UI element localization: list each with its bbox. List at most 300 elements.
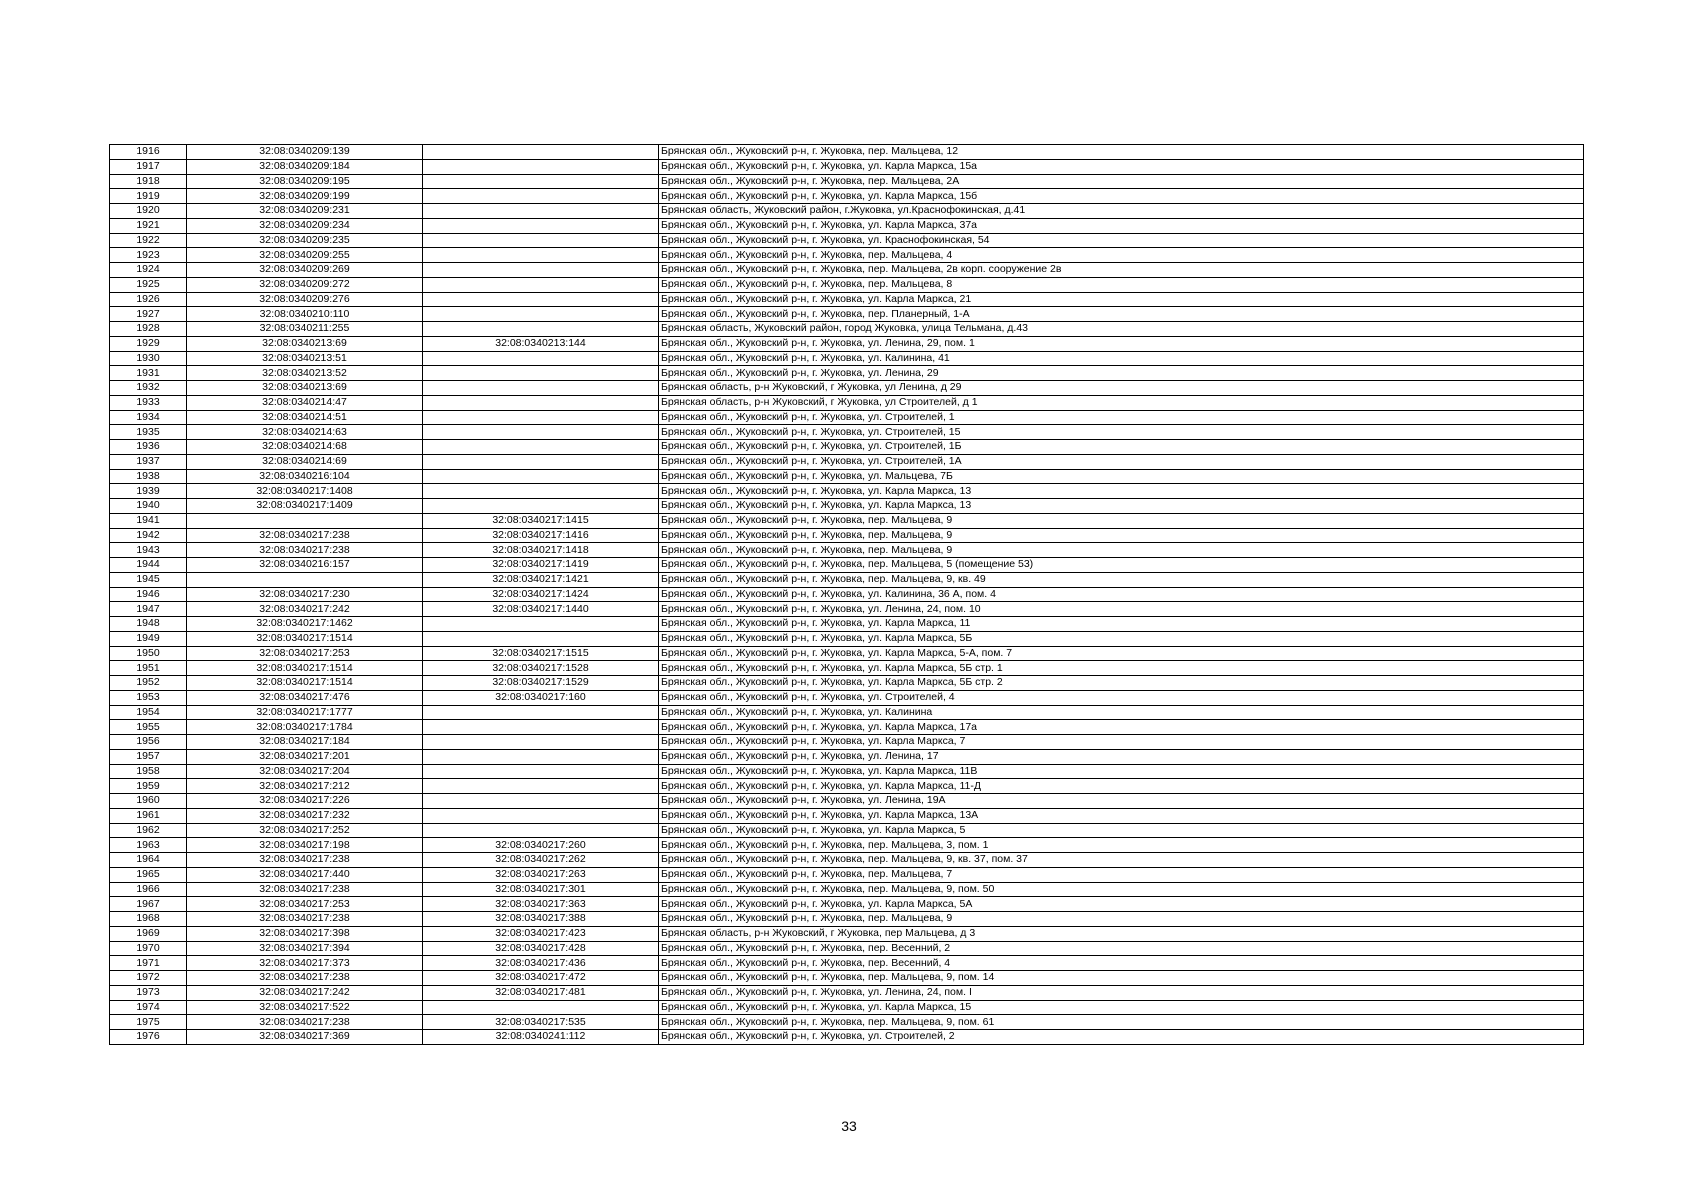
- row-number-cell: 1931: [110, 366, 187, 381]
- related-cadastral-number-cell: 32:08:0340217:301: [423, 882, 659, 897]
- related-cadastral-number-cell: [423, 410, 659, 425]
- related-cadastral-number-cell: [423, 292, 659, 307]
- table-row: [110, 882, 1584, 897]
- table-row: [110, 646, 1584, 661]
- address-cell: Брянская область, Жуковский район, г.Жуковка, ул.Краснофокинская, д.41: [659, 204, 1584, 219]
- cadastral-number-cell: 32:08:0340217:476: [187, 690, 423, 705]
- row-number-cell: 1970: [110, 941, 187, 956]
- registry-table-body: [110, 145, 1584, 1045]
- table-row: [110, 499, 1584, 514]
- related-cadastral-number-cell: 32:08:0340217:423: [423, 926, 659, 941]
- row-number-cell: 1941: [110, 513, 187, 528]
- row-number-cell: 1962: [110, 823, 187, 838]
- row-number-cell: 1916: [110, 145, 187, 160]
- row-number-cell: 1951: [110, 661, 187, 676]
- table-row: [110, 322, 1584, 337]
- cadastral-number-cell: 32:08:0340217:1409: [187, 499, 423, 514]
- cadastral-number-cell: 32:08:0340211:255: [187, 322, 423, 337]
- related-cadastral-number-cell: [423, 307, 659, 322]
- related-cadastral-number-cell: 32:08:0340217:535: [423, 1015, 659, 1030]
- cadastral-number-cell: 32:08:0340214:63: [187, 425, 423, 440]
- related-cadastral-number-cell: 32:08:0340217:1424: [423, 587, 659, 602]
- address-cell: Брянская обл., Жуковский р-н, г. Жуковка, пер. Мальцева, 5 (помещение 53): [659, 558, 1584, 573]
- related-cadastral-number-cell: 32:08:0340213:144: [423, 336, 659, 351]
- address-cell: Брянская обл., Жуковский р-н, г. Жуковка, пер. Весенний, 4: [659, 956, 1584, 971]
- row-number-cell: 1973: [110, 985, 187, 1000]
- related-cadastral-number-cell: 32:08:0340217:1415: [423, 513, 659, 528]
- cadastral-number-cell: 32:08:0340217:238: [187, 528, 423, 543]
- row-number-cell: 1919: [110, 189, 187, 204]
- cadastral-number-cell: 32:08:0340209:269: [187, 263, 423, 278]
- row-number-cell: 1939: [110, 484, 187, 499]
- table-row: [110, 484, 1584, 499]
- row-number-cell: 1948: [110, 617, 187, 632]
- row-number-cell: 1940: [110, 499, 187, 514]
- related-cadastral-number-cell: [423, 735, 659, 750]
- cadastral-number-cell: 32:08:0340213:69: [187, 381, 423, 396]
- cadastral-number-cell: 32:08:0340217:440: [187, 867, 423, 882]
- row-number-cell: 1955: [110, 720, 187, 735]
- related-cadastral-number-cell: [423, 189, 659, 204]
- cadastral-number-cell: 32:08:0340213:69: [187, 336, 423, 351]
- row-number-cell: 1942: [110, 528, 187, 543]
- address-cell: Брянская обл., Жуковский р-н, г. Жуковка, ул. Карла Маркса, 5Б: [659, 631, 1584, 646]
- address-cell: Брянская обл., Жуковский р-н, г. Жуковка, ул. Карла Маркса, 11В: [659, 764, 1584, 779]
- address-cell: Брянская обл., Жуковский р-н, г. Жуковка, пер. Мальцева, 12: [659, 145, 1584, 160]
- cadastral-number-cell: 32:08:0340209:199: [187, 189, 423, 204]
- table-row: [110, 764, 1584, 779]
- related-cadastral-number-cell: [423, 764, 659, 779]
- related-cadastral-number-cell: 32:08:0340217:428: [423, 941, 659, 956]
- row-number-cell: 1961: [110, 808, 187, 823]
- table-row: [110, 676, 1584, 691]
- related-cadastral-number-cell: [423, 263, 659, 278]
- address-cell: Брянская обл., Жуковский р-н, г. Жуковка, пер. Мальцева, 9: [659, 528, 1584, 543]
- cadastral-number-cell: 32:08:0340217:1784: [187, 720, 423, 735]
- related-cadastral-number-cell: 32:08:0340217:263: [423, 867, 659, 882]
- row-number-cell: 1930: [110, 351, 187, 366]
- address-cell: Брянская обл., Жуковский р-н, г. Жуковка, пер. Мальцева, 8: [659, 277, 1584, 292]
- table-row: [110, 381, 1584, 396]
- address-cell: Брянская обл., Жуковский р-н, г. Жуковка, ул. Карла Маркса, 7: [659, 735, 1584, 750]
- row-number-cell: 1969: [110, 926, 187, 941]
- table-row: [110, 985, 1584, 1000]
- cadastral-number-cell: [187, 513, 423, 528]
- cadastral-number-cell: 32:08:0340217:238: [187, 853, 423, 868]
- row-number-cell: 1922: [110, 233, 187, 248]
- related-cadastral-number-cell: [423, 351, 659, 366]
- related-cadastral-number-cell: [423, 705, 659, 720]
- address-cell: Брянская обл., Жуковский р-н, г. Жуковка, ул. Карла Маркса, 11-Д: [659, 779, 1584, 794]
- row-number-cell: 1935: [110, 425, 187, 440]
- cadastral-number-cell: 32:08:0340217:238: [187, 543, 423, 558]
- table-row: [110, 587, 1584, 602]
- cadastral-number-cell: 32:08:0340209:276: [187, 292, 423, 307]
- table-row: [110, 513, 1584, 528]
- table-row: [110, 159, 1584, 174]
- related-cadastral-number-cell: [423, 823, 659, 838]
- table-row: [110, 351, 1584, 366]
- row-number-cell: 1950: [110, 646, 187, 661]
- address-cell: Брянская обл., Жуковский р-н, г. Жуковка, ул. Карла Маркса, 5А: [659, 897, 1584, 912]
- table-row: [110, 720, 1584, 735]
- row-number-cell: 1945: [110, 572, 187, 587]
- table-row: [110, 410, 1584, 425]
- address-cell: Брянская обл., Жуковский р-н, г. Жуковка, пер. Мальцева, 9, кв. 37, пом. 37: [659, 853, 1584, 868]
- cadastral-number-cell: 32:08:0340217:230: [187, 587, 423, 602]
- address-cell: Брянская обл., Жуковский р-н, г. Жуковка, ул. Карла Маркса, 37а: [659, 218, 1584, 233]
- row-number-cell: 1925: [110, 277, 187, 292]
- table-row: [110, 543, 1584, 558]
- related-cadastral-number-cell: [423, 469, 659, 484]
- related-cadastral-number-cell: [423, 749, 659, 764]
- address-cell: Брянская обл., Жуковский р-н, г. Жуковка, ул. Ленина, 29: [659, 366, 1584, 381]
- table-row: [110, 867, 1584, 882]
- address-cell: Брянская обл., Жуковский р-н, г. Жуковка, ул. Строителей, 15: [659, 425, 1584, 440]
- cadastral-number-cell: 32:08:0340217:1408: [187, 484, 423, 499]
- row-number-cell: 1933: [110, 395, 187, 410]
- address-cell: Брянская область, р-н Жуковский, г Жуковка, ул Ленина, д 29: [659, 381, 1584, 396]
- related-cadastral-number-cell: [423, 366, 659, 381]
- related-cadastral-number-cell: [423, 720, 659, 735]
- address-cell: Брянская обл., Жуковский р-н, г. Жуковка, ул. Строителей, 1Б: [659, 440, 1584, 455]
- cadastral-number-cell: 32:08:0340217:232: [187, 808, 423, 823]
- table-row: [110, 779, 1584, 794]
- related-cadastral-number-cell: 32:08:0340217:1440: [423, 602, 659, 617]
- cadastral-number-cell: 32:08:0340217:238: [187, 1015, 423, 1030]
- cadastral-number-cell: 32:08:0340217:1514: [187, 631, 423, 646]
- table-row: [110, 189, 1584, 204]
- row-number-cell: 1923: [110, 248, 187, 263]
- related-cadastral-number-cell: 32:08:0340217:1515: [423, 646, 659, 661]
- related-cadastral-number-cell: [423, 395, 659, 410]
- address-cell: Брянская обл., Жуковский р-н, г. Жуковка, пер. Мальцева, 3, пом. 1: [659, 838, 1584, 853]
- cadastral-number-cell: 32:08:0340217:253: [187, 646, 423, 661]
- table-row: [110, 336, 1584, 351]
- related-cadastral-number-cell: 32:08:0340217:1416: [423, 528, 659, 543]
- row-number-cell: 1929: [110, 336, 187, 351]
- table-row: [110, 263, 1584, 278]
- cadastral-number-cell: 32:08:0340217:226: [187, 794, 423, 809]
- cadastral-number-cell: 32:08:0340209:235: [187, 233, 423, 248]
- related-cadastral-number-cell: 32:08:0340217:388: [423, 912, 659, 927]
- cadastral-number-cell: 32:08:0340217:184: [187, 735, 423, 750]
- cadastral-number-cell: 32:08:0340209:231: [187, 204, 423, 219]
- related-cadastral-number-cell: [423, 159, 659, 174]
- row-number-cell: 1968: [110, 912, 187, 927]
- table-row: [110, 617, 1584, 632]
- address-cell: Брянская обл., Жуковский р-н, г. Жуковка, ул. Карла Маркса, 13: [659, 499, 1584, 514]
- related-cadastral-number-cell: [423, 204, 659, 219]
- cadastral-number-cell: 32:08:0340217:201: [187, 749, 423, 764]
- address-cell: Брянская обл., Жуковский р-н, г. Жуковка, ул. Калинина, 36 А, пом. 4: [659, 587, 1584, 602]
- address-cell: Брянская обл., Жуковский р-н, г. Жуковка, ул. Карла Маркса, 21: [659, 292, 1584, 307]
- row-number-cell: 1944: [110, 558, 187, 573]
- row-number-cell: 1953: [110, 690, 187, 705]
- row-number-cell: 1947: [110, 602, 187, 617]
- address-cell: Брянская обл., Жуковский р-н, г. Жуковка, пер. Мальцева, 9, пом. 61: [659, 1015, 1584, 1030]
- table-row: [110, 572, 1584, 587]
- table-row: [110, 838, 1584, 853]
- related-cadastral-number-cell: 32:08:0340217:160: [423, 690, 659, 705]
- table-row: [110, 794, 1584, 809]
- related-cadastral-number-cell: 32:08:0340217:1529: [423, 676, 659, 691]
- table-row: [110, 808, 1584, 823]
- related-cadastral-number-cell: [423, 484, 659, 499]
- cadastral-number-cell: 32:08:0340209:139: [187, 145, 423, 160]
- address-cell: Брянская обл., Жуковский р-н, г. Жуковка, ул. Карла Маркса, 5-А, пом. 7: [659, 646, 1584, 661]
- address-cell: Брянская обл., Жуковский р-н, г. Жуковка, ул. Карла Маркса, 5Б стр. 2: [659, 676, 1584, 691]
- row-number-cell: 1960: [110, 794, 187, 809]
- address-cell: Брянская обл., Жуковский р-н, г. Жуковка, пер. Планерный, 1-А: [659, 307, 1584, 322]
- address-cell: Брянская обл., Жуковский р-н, г. Жуковка, ул. Мальцева, 7Б: [659, 469, 1584, 484]
- address-cell: Брянская обл., Жуковский р-н, г. Жуковка, ул. Краснофокинская, 54: [659, 233, 1584, 248]
- related-cadastral-number-cell: 32:08:0340217:363: [423, 897, 659, 912]
- related-cadastral-number-cell: [423, 248, 659, 263]
- table-row: [110, 454, 1584, 469]
- address-cell: Брянская обл., Жуковский р-н, г. Жуковка, пер. Мальцева, 9: [659, 543, 1584, 558]
- table-row: [110, 897, 1584, 912]
- cadastral-number-cell: 32:08:0340209:255: [187, 248, 423, 263]
- address-cell: Брянская обл., Жуковский р-н, г. Жуковка, ул. Карла Маркса, 17а: [659, 720, 1584, 735]
- related-cadastral-number-cell: 32:08:0340241:112: [423, 1030, 659, 1045]
- address-cell: Брянская обл., Жуковский р-н, г. Жуковка, ул. Строителей, 2: [659, 1030, 1584, 1045]
- table-row: [110, 853, 1584, 868]
- related-cadastral-number-cell: 32:08:0340217:472: [423, 971, 659, 986]
- related-cadastral-number-cell: [423, 322, 659, 337]
- address-cell: Брянская обл., Жуковский р-н, г. Жуковка, ул. Ленина, 24, пом. I: [659, 985, 1584, 1000]
- related-cadastral-number-cell: 32:08:0340217:436: [423, 956, 659, 971]
- address-cell: Брянская обл., Жуковский р-н, г. Жуковка, ул. Карла Маркса, 11: [659, 617, 1584, 632]
- table-row: [110, 528, 1584, 543]
- row-number-cell: 1972: [110, 971, 187, 986]
- cadastral-number-cell: 32:08:0340217:212: [187, 779, 423, 794]
- cadastral-number-cell: 32:08:0340214:47: [187, 395, 423, 410]
- address-cell: Брянская обл., Жуковский р-н, г. Жуковка, пер. Весенний, 2: [659, 941, 1584, 956]
- table-row: [110, 971, 1584, 986]
- address-cell: Брянская обл., Жуковский р-н, г. Жуковка, пер. Мальцева, 2в корп. сооружение 2в: [659, 263, 1584, 278]
- row-number-cell: 1920: [110, 204, 187, 219]
- related-cadastral-number-cell: 32:08:0340217:1528: [423, 661, 659, 676]
- row-number-cell: 1934: [110, 410, 187, 425]
- table-row: [110, 469, 1584, 484]
- address-cell: Брянская обл., Жуковский р-н, г. Жуковка, пер. Мальцева, 2А: [659, 174, 1584, 189]
- related-cadastral-number-cell: [423, 145, 659, 160]
- table-row: [110, 631, 1584, 646]
- address-cell: Брянская обл., Жуковский р-н, г. Жуковка, ул. Ленина, 17: [659, 749, 1584, 764]
- table-row: [110, 1030, 1584, 1045]
- table-row: [110, 705, 1584, 720]
- address-cell: Брянская обл., Жуковский р-н, г. Жуковка, ул. Карла Маркса, 13А: [659, 808, 1584, 823]
- cadastral-number-cell: 32:08:0340214:69: [187, 454, 423, 469]
- cadastral-number-cell: 32:08:0340217:253: [187, 897, 423, 912]
- row-number-cell: 1954: [110, 705, 187, 720]
- related-cadastral-number-cell: 32:08:0340217:1419: [423, 558, 659, 573]
- table-row: [110, 145, 1584, 160]
- address-cell: Брянская обл., Жуковский р-н, г. Жуковка, ул. Карла Маркса, 15: [659, 1000, 1584, 1015]
- address-cell: Брянская обл., Жуковский р-н, г. Жуковка, ул. Карла Маркса, 5Б стр. 1: [659, 661, 1584, 676]
- related-cadastral-number-cell: [423, 440, 659, 455]
- cadastral-number-cell: 32:08:0340209:195: [187, 174, 423, 189]
- row-number-cell: 1976: [110, 1030, 187, 1045]
- row-number-cell: 1937: [110, 454, 187, 469]
- address-cell: Брянская обл., Жуковский р-н, г. Жуковка, пер. Мальцева, 7: [659, 867, 1584, 882]
- row-number-cell: 1932: [110, 381, 187, 396]
- related-cadastral-number-cell: [423, 794, 659, 809]
- cadastral-number-cell: 32:08:0340209:184: [187, 159, 423, 174]
- related-cadastral-number-cell: [423, 233, 659, 248]
- table-row: [110, 823, 1584, 838]
- cadastral-number-cell: 32:08:0340217:373: [187, 956, 423, 971]
- row-number-cell: 1928: [110, 322, 187, 337]
- row-number-cell: 1967: [110, 897, 187, 912]
- address-cell: Брянская область, р-н Жуковский, г Жуковка, ул Строителей, д 1: [659, 395, 1584, 410]
- row-number-cell: 1936: [110, 440, 187, 455]
- cadastral-number-cell: 32:08:0340217:198: [187, 838, 423, 853]
- row-number-cell: 1946: [110, 587, 187, 602]
- related-cadastral-number-cell: [423, 808, 659, 823]
- related-cadastral-number-cell: [423, 381, 659, 396]
- row-number-cell: 1943: [110, 543, 187, 558]
- table-row: [110, 941, 1584, 956]
- cadastral-number-cell: 32:08:0340217:1462: [187, 617, 423, 632]
- table-row: [110, 395, 1584, 410]
- cadastral-number-cell: 32:08:0340217:204: [187, 764, 423, 779]
- table-row: [110, 926, 1584, 941]
- address-cell: Брянская обл., Жуковский р-н, г. Жуковка, пер. Мальцева, 9, пом. 14: [659, 971, 1584, 986]
- cadastral-number-cell: 32:08:0340217:252: [187, 823, 423, 838]
- address-cell: Брянская обл., Жуковский р-н, г. Жуковка, ул. Карла Маркса, 13: [659, 484, 1584, 499]
- row-number-cell: 1956: [110, 735, 187, 750]
- cadastral-number-cell: 32:08:0340214:51: [187, 410, 423, 425]
- table-row: [110, 558, 1584, 573]
- cadastral-number-cell: 32:08:0340217:238: [187, 971, 423, 986]
- cadastral-number-cell: 32:08:0340209:234: [187, 218, 423, 233]
- page-number: 33: [841, 1118, 857, 1134]
- row-number-cell: 1963: [110, 838, 187, 853]
- cadastral-number-cell: 32:08:0340217:522: [187, 1000, 423, 1015]
- table-row: [110, 735, 1584, 750]
- address-cell: Брянская обл., Жуковский р-н, г. Жуковка, пер. Мальцева, 9, пом. 50: [659, 882, 1584, 897]
- related-cadastral-number-cell: [423, 779, 659, 794]
- table-row: [110, 690, 1584, 705]
- related-cadastral-number-cell: [423, 631, 659, 646]
- row-number-cell: 1924: [110, 263, 187, 278]
- cadastral-number-cell: 32:08:0340209:272: [187, 277, 423, 292]
- cadastral-number-cell: 32:08:0340217:1514: [187, 661, 423, 676]
- related-cadastral-number-cell: [423, 454, 659, 469]
- row-number-cell: 1975: [110, 1015, 187, 1030]
- related-cadastral-number-cell: 32:08:0340217:1421: [423, 572, 659, 587]
- cadastral-number-cell: [187, 572, 423, 587]
- table-row: [110, 1015, 1584, 1030]
- table-row: [110, 912, 1584, 927]
- table-row: [110, 292, 1584, 307]
- table-row: [110, 307, 1584, 322]
- address-cell: Брянская обл., Жуковский р-н, г. Жуковка, ул. Ленина, 19А: [659, 794, 1584, 809]
- address-cell: Брянская обл., Жуковский р-н, г. Жуковка, пер. Мальцева, 9: [659, 912, 1584, 927]
- cadastral-number-cell: 32:08:0340213:52: [187, 366, 423, 381]
- related-cadastral-number-cell: [423, 277, 659, 292]
- table-row: [110, 233, 1584, 248]
- cadastral-number-cell: 32:08:0340217:1514: [187, 676, 423, 691]
- cadastral-number-cell: 32:08:0340217:242: [187, 985, 423, 1000]
- address-cell: Брянская обл., Жуковский р-н, г. Жуковка, ул. Строителей, 4: [659, 690, 1584, 705]
- related-cadastral-number-cell: 32:08:0340217:1418: [423, 543, 659, 558]
- row-number-cell: 1966: [110, 882, 187, 897]
- related-cadastral-number-cell: [423, 499, 659, 514]
- related-cadastral-number-cell: 32:08:0340217:260: [423, 838, 659, 853]
- row-number-cell: 1938: [110, 469, 187, 484]
- row-number-cell: 1952: [110, 676, 187, 691]
- row-number-cell: 1926: [110, 292, 187, 307]
- row-number-cell: 1949: [110, 631, 187, 646]
- row-number-cell: 1958: [110, 764, 187, 779]
- table-row: [110, 248, 1584, 263]
- row-number-cell: 1957: [110, 749, 187, 764]
- address-cell: Брянская область, Жуковский район, город Жуковка, улица Тельмана, д.43: [659, 322, 1584, 337]
- cadastral-number-cell: 32:08:0340217:242: [187, 602, 423, 617]
- address-cell: Брянская обл., Жуковский р-н, г. Жуковка, пер. Мальцева, 4: [659, 248, 1584, 263]
- table-row: [110, 204, 1584, 219]
- cadastral-number-cell: 32:08:0340210:110: [187, 307, 423, 322]
- row-number-cell: 1964: [110, 853, 187, 868]
- row-number-cell: 1918: [110, 174, 187, 189]
- table-row: [110, 602, 1584, 617]
- address-cell: Брянская обл., Жуковский р-н, г. Жуковка, ул. Ленина, 29, пом. 1: [659, 336, 1584, 351]
- related-cadastral-number-cell: 32:08:0340217:481: [423, 985, 659, 1000]
- related-cadastral-number-cell: [423, 617, 659, 632]
- address-cell: Брянская обл., Жуковский р-н, г. Жуковка, ул. Калинина: [659, 705, 1584, 720]
- table-row: [110, 749, 1584, 764]
- address-cell: Брянская обл., Жуковский р-н, г. Жуковка, ул. Карла Маркса, 5: [659, 823, 1584, 838]
- related-cadastral-number-cell: [423, 218, 659, 233]
- address-cell: Брянская обл., Жуковский р-н, г. Жуковка, ул. Карла Маркса, 15а: [659, 159, 1584, 174]
- row-number-cell: 1917: [110, 159, 187, 174]
- row-number-cell: 1974: [110, 1000, 187, 1015]
- address-cell: Брянская обл., Жуковский р-н, г. Жуковка, пер. Мальцева, 9, кв. 49: [659, 572, 1584, 587]
- related-cadastral-number-cell: [423, 425, 659, 440]
- cadastral-number-cell: 32:08:0340217:398: [187, 926, 423, 941]
- table-row: [110, 218, 1584, 233]
- related-cadastral-number-cell: [423, 1000, 659, 1015]
- row-number-cell: 1927: [110, 307, 187, 322]
- cadastral-number-cell: 32:08:0340217:394: [187, 941, 423, 956]
- cadastral-number-cell: 32:08:0340217:238: [187, 882, 423, 897]
- address-cell: Брянская обл., Жуковский р-н, г. Жуковка, ул. Строителей, 1: [659, 410, 1584, 425]
- address-cell: Брянская обл., Жуковский р-н, г. Жуковка, ул. Строителей, 1А: [659, 454, 1584, 469]
- cadastral-number-cell: 32:08:0340216:157: [187, 558, 423, 573]
- cadastral-number-cell: 32:08:0340214:68: [187, 440, 423, 455]
- address-cell: Брянская обл., Жуковский р-н, г. Жуковка, ул. Карла Маркса, 15б: [659, 189, 1584, 204]
- registry-table: [109, 144, 1584, 1045]
- cadastral-number-cell: 32:08:0340217:238: [187, 912, 423, 927]
- cadastral-number-cell: 32:08:0340216:104: [187, 469, 423, 484]
- address-cell: Брянская обл., Жуковский р-н, г. Жуковка, пер. Мальцева, 9: [659, 513, 1584, 528]
- table-row: [110, 366, 1584, 381]
- related-cadastral-number-cell: [423, 174, 659, 189]
- row-number-cell: 1965: [110, 867, 187, 882]
- address-cell: Брянская обл., Жуковский р-н, г. Жуковка, ул. Калинина, 41: [659, 351, 1584, 366]
- table-row: [110, 174, 1584, 189]
- related-cadastral-number-cell: 32:08:0340217:262: [423, 853, 659, 868]
- address-cell: Брянская область, р-н Жуковский, г Жуковка, пер Мальцева, д 3: [659, 926, 1584, 941]
- row-number-cell: 1921: [110, 218, 187, 233]
- address-cell: Брянская обл., Жуковский р-н, г. Жуковка, ул. Ленина, 24, пом. 10: [659, 602, 1584, 617]
- cadastral-number-cell: 32:08:0340217:369: [187, 1030, 423, 1045]
- table-row: [110, 956, 1584, 971]
- row-number-cell: 1971: [110, 956, 187, 971]
